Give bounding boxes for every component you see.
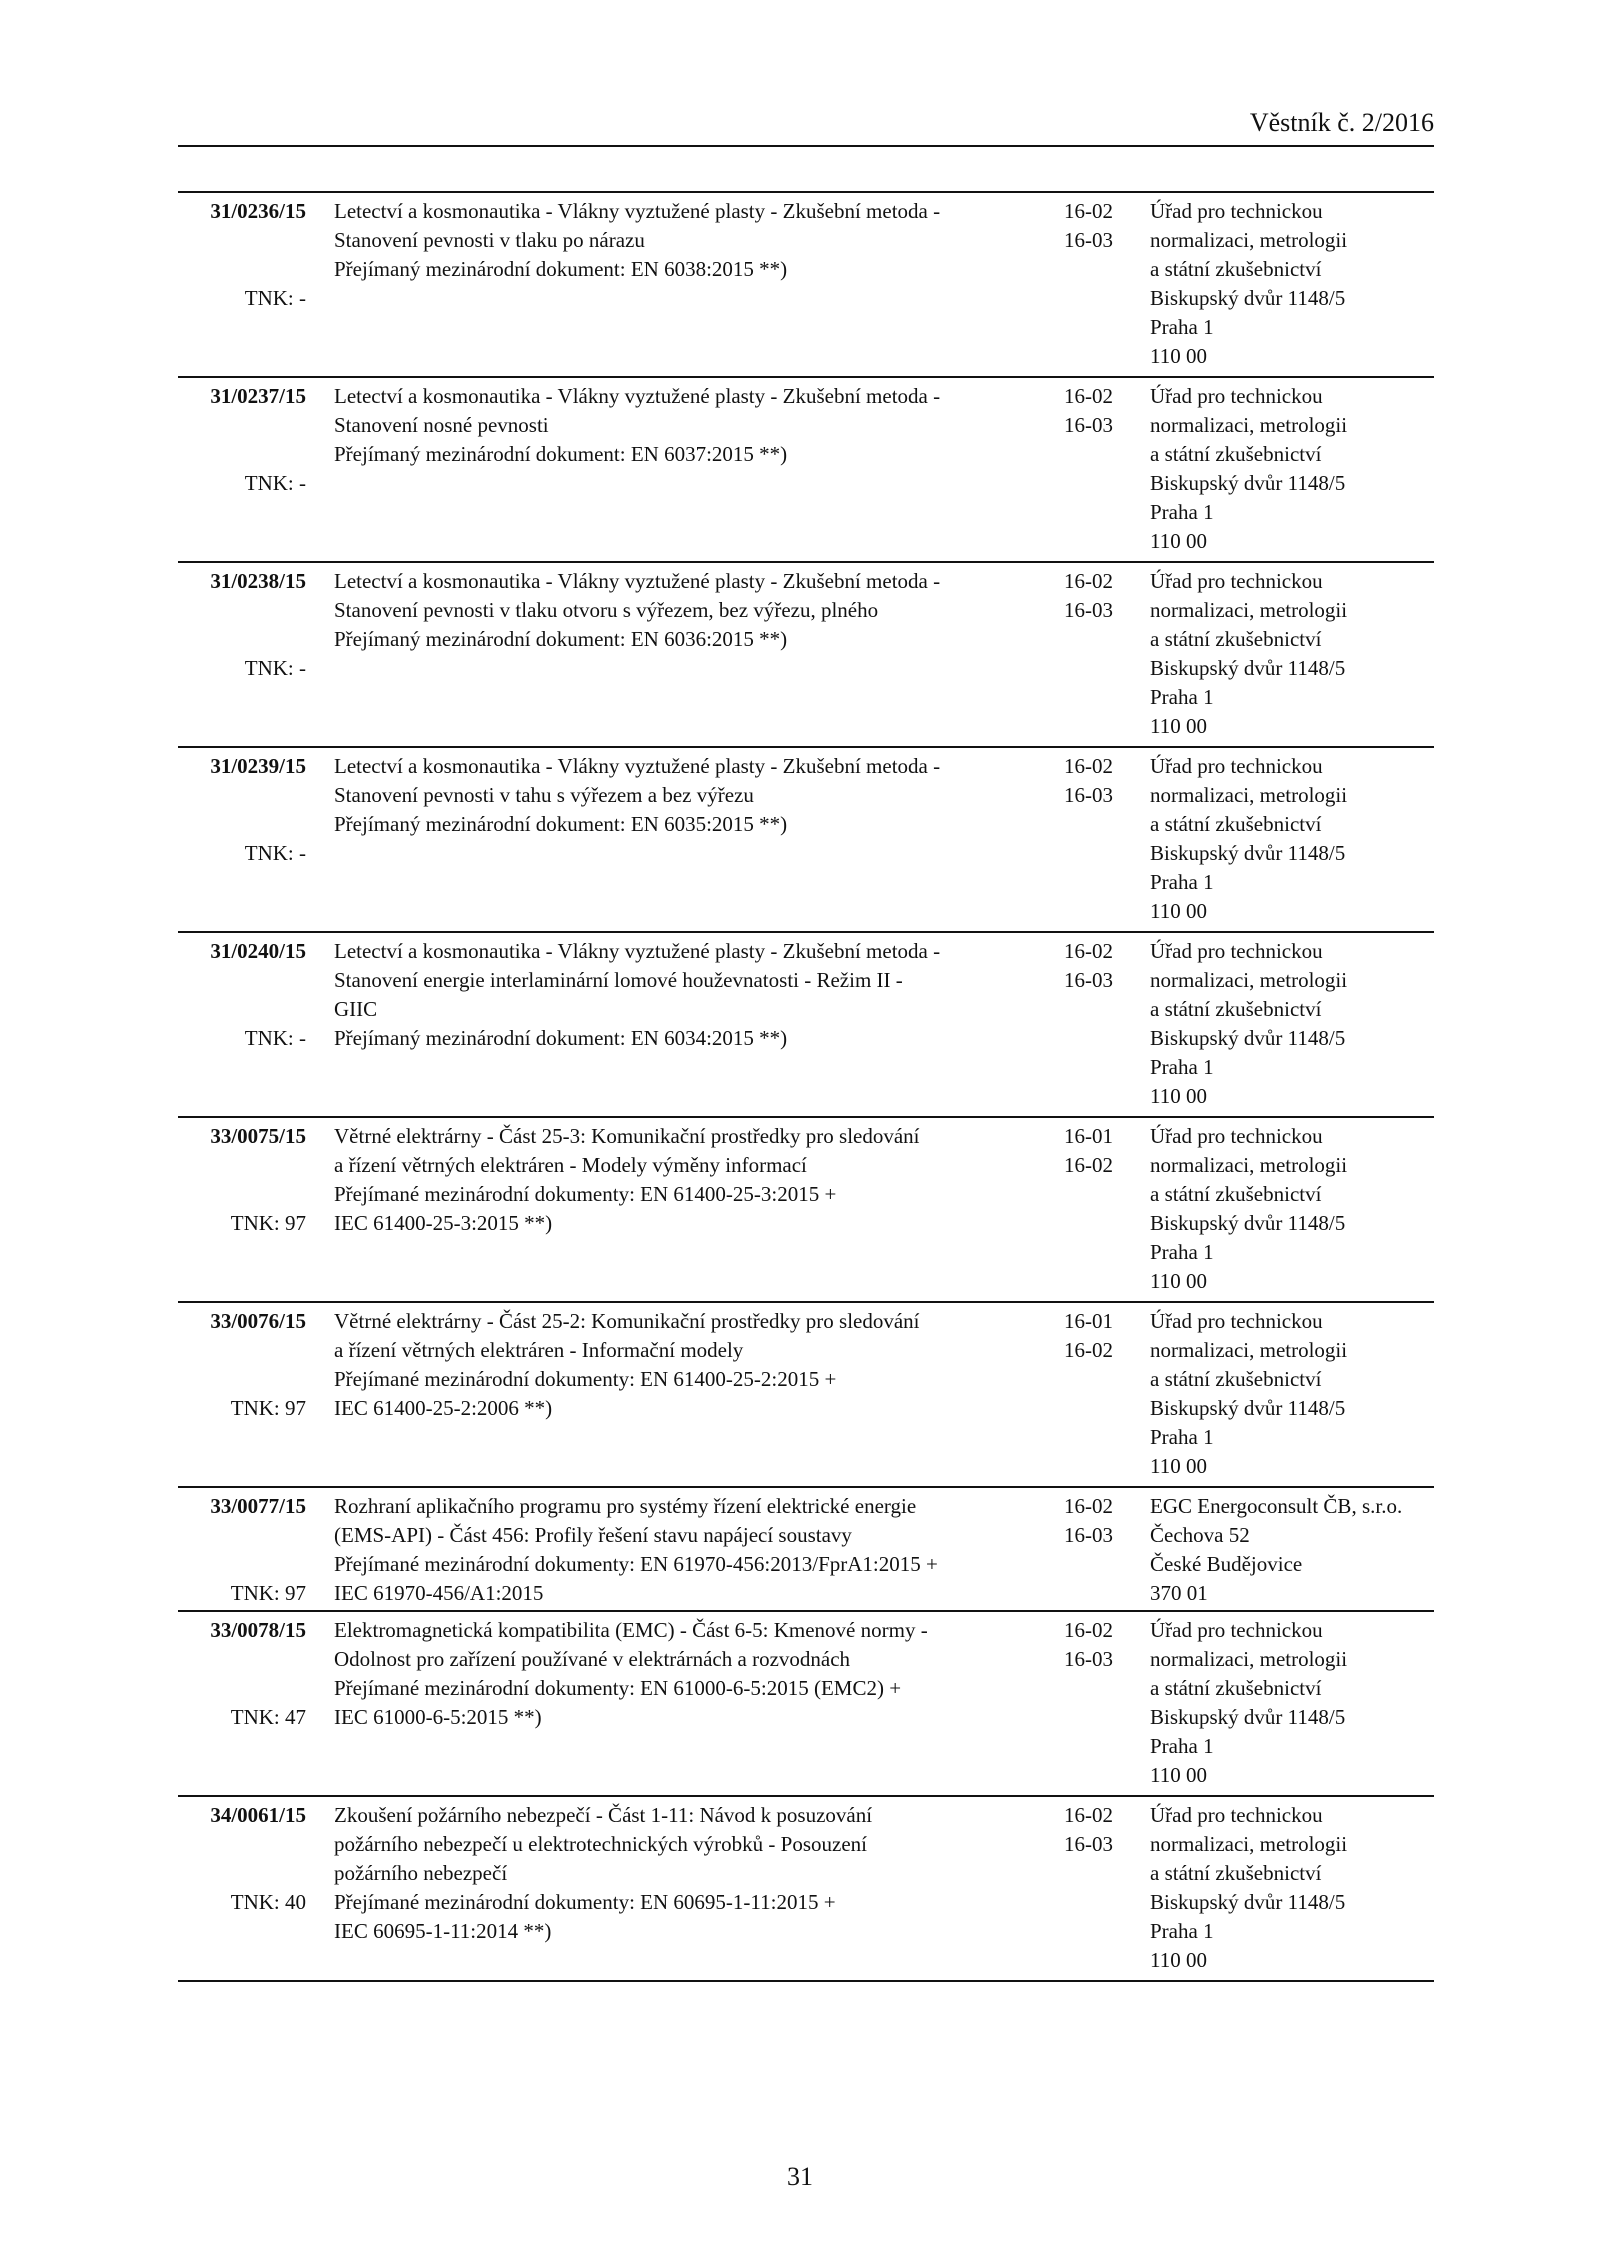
standard-title-cell xyxy=(334,567,1054,654)
processor-address-cell xyxy=(1150,752,1440,926)
address-line: Úřad pro technickou xyxy=(1150,1803,1323,1827)
date-value: 16-03 xyxy=(1064,1523,1113,1547)
title-line: GIIC xyxy=(334,997,378,1021)
standards-table xyxy=(178,191,1434,1982)
row-identifier-cell xyxy=(178,1303,306,1486)
title-line: IEC 61000-6-5:2015 **) xyxy=(334,1705,542,1729)
address-line: 110 00 xyxy=(1150,529,1207,553)
table-row xyxy=(178,1118,1434,1303)
address-line: 110 00 xyxy=(1150,344,1207,368)
address-line: Biskupský dvůr 1148/5 xyxy=(1150,841,1346,865)
table-row xyxy=(178,1612,1434,1797)
title-line: Přejímaný mezinárodní dokument: EN 6036:2015 **) xyxy=(334,627,788,651)
address-line: normalizaci, metrologii xyxy=(1150,598,1348,622)
table-row xyxy=(178,1797,1434,1982)
title-line: Stanovení pevnosti v tlaku otvoru s výřezem, bez výřezu, plného xyxy=(334,598,879,622)
date-value: 16-02 xyxy=(1064,939,1113,963)
address-line: Praha 1 xyxy=(1150,500,1214,524)
title-line: a řízení větrných elektráren - Modely výměny informací xyxy=(334,1153,807,1177)
address-line: Úřad pro technickou xyxy=(1150,199,1323,223)
address-line: normalizaci, metrologii xyxy=(1150,968,1348,992)
address-line: Biskupský dvůr 1148/5 xyxy=(1150,1211,1346,1235)
title-line: požárního nebezpečí u elektrotechnických výrobků - Posouzení xyxy=(334,1832,867,1856)
standard-title-cell xyxy=(334,1307,1054,1423)
title-line: IEC 61400-25-3:2015 **) xyxy=(334,1211,553,1235)
processor-address-cell xyxy=(1150,1801,1440,1975)
standard-number: 33/0075/15 xyxy=(210,1124,306,1148)
address-line: Biskupský dvůr 1148/5 xyxy=(1150,1396,1346,1420)
title-line: Letectví a kosmonautika - Vlákny vyztužené plasty - Zkušební metoda - xyxy=(334,939,941,963)
title-line: Přejímané mezinárodní dokumenty: EN 61400-25-2:2015 + xyxy=(334,1367,837,1391)
dates-cell xyxy=(1064,937,1134,995)
address-line: normalizaci, metrologii xyxy=(1150,783,1348,807)
standard-number: 33/0078/15 xyxy=(210,1618,306,1642)
row-identifier-cell xyxy=(178,1118,306,1301)
title-line: Letectví a kosmonautika - Vlákny vyztužené plasty - Zkušební metoda - xyxy=(334,569,941,593)
tnk-label: TNK: - xyxy=(244,286,306,310)
row-identifier-cell xyxy=(178,1612,306,1795)
title-line: Přejímaný mezinárodní dokument: EN 6037:2015 **) xyxy=(334,442,788,466)
dates-cell xyxy=(1064,197,1134,255)
address-line: normalizaci, metrologii xyxy=(1150,228,1348,252)
address-line: a státní zkušebnictví xyxy=(1150,1861,1322,1885)
date-value: 16-01 xyxy=(1064,1124,1113,1148)
table-row xyxy=(178,1488,1434,1612)
address-line: Praha 1 xyxy=(1150,1240,1214,1264)
date-value: 16-02 xyxy=(1064,199,1113,223)
address-line: Biskupský dvůr 1148/5 xyxy=(1150,286,1346,310)
date-value: 16-03 xyxy=(1064,783,1113,807)
tnk-label: TNK: 97 xyxy=(230,1396,306,1420)
address-line: Praha 1 xyxy=(1150,315,1214,339)
title-line: Přejímané mezinárodní dokumenty: EN 61400-25-3:2015 + xyxy=(334,1182,837,1206)
standard-number: 31/0239/15 xyxy=(210,754,306,778)
date-value: 16-03 xyxy=(1064,1647,1113,1671)
tnk-label: TNK: - xyxy=(244,656,306,680)
standard-number: 31/0236/15 xyxy=(210,199,306,223)
date-value: 16-03 xyxy=(1064,1832,1113,1856)
header-rule xyxy=(178,145,1434,147)
date-value: 16-03 xyxy=(1064,598,1113,622)
address-line: Úřad pro technickou xyxy=(1150,1309,1323,1333)
processor-address-cell xyxy=(1150,382,1440,556)
title-line: IEC 61970-456/A1:2015 xyxy=(334,1581,544,1605)
standard-title-cell xyxy=(334,752,1054,839)
title-line: IEC 61400-25-2:2006 **) xyxy=(334,1396,553,1420)
title-line: Letectví a kosmonautika - Vlákny vyztužené plasty - Zkušební metoda - xyxy=(334,384,941,408)
address-line: 110 00 xyxy=(1150,1948,1207,1972)
title-line: (EMS-API) - Část 456: Profily řešení stavu napájecí soustavy xyxy=(334,1523,852,1547)
table-row xyxy=(178,193,1434,378)
row-identifier-cell xyxy=(178,563,306,746)
dates-cell xyxy=(1064,1122,1134,1180)
standard-title-cell xyxy=(334,1801,1054,1946)
standard-number: 31/0238/15 xyxy=(210,569,306,593)
standard-number: 31/0240/15 xyxy=(210,939,306,963)
title-line: Přejímaný mezinárodní dokument: EN 6035:2015 **) xyxy=(334,812,788,836)
standard-title-cell xyxy=(334,1122,1054,1238)
standard-title-cell xyxy=(334,937,1054,1053)
row-identifier-cell xyxy=(178,748,306,931)
tnk-label: TNK: 40 xyxy=(230,1890,306,1914)
table-row xyxy=(178,933,1434,1118)
address-line: Čechova 52 xyxy=(1150,1523,1250,1547)
date-value: 16-01 xyxy=(1064,1309,1113,1333)
row-identifier-cell xyxy=(178,193,306,376)
table-row xyxy=(178,378,1434,563)
address-line: 110 00 xyxy=(1150,1763,1207,1787)
address-line: a státní zkušebnictví xyxy=(1150,1182,1322,1206)
bulletin-header: Věstník č. 2/2016 xyxy=(1249,108,1434,137)
address-line: 110 00 xyxy=(1150,1269,1207,1293)
dates-cell xyxy=(1064,1801,1134,1859)
tnk-label: TNK: - xyxy=(244,471,306,495)
address-line: Biskupský dvůr 1148/5 xyxy=(1150,1705,1346,1729)
standard-title-cell xyxy=(334,1616,1054,1732)
tnk-label: TNK: 47 xyxy=(230,1705,306,1729)
page-number: 31 xyxy=(787,2162,813,2191)
processor-address-cell xyxy=(1150,937,1440,1111)
date-value: 16-02 xyxy=(1064,1494,1113,1518)
standard-title-cell xyxy=(334,197,1054,284)
title-line: Přejímané mezinárodní dokumenty: EN 60695-1-11:2015 + xyxy=(334,1890,836,1914)
date-value: 16-02 xyxy=(1064,1338,1113,1362)
address-line: a státní zkušebnictví xyxy=(1150,257,1322,281)
standard-title-cell xyxy=(334,1492,1054,1608)
standard-title-cell xyxy=(334,382,1054,469)
date-value: 16-02 xyxy=(1064,1803,1113,1827)
address-line: 110 00 xyxy=(1150,1084,1207,1108)
address-line: Praha 1 xyxy=(1150,1919,1214,1943)
date-value: 16-02 xyxy=(1064,569,1113,593)
title-line: Elektromagnetická kompatibilita (EMC) - Část 6-5: Kmenové normy - xyxy=(334,1618,928,1642)
standard-number: 33/0077/15 xyxy=(210,1494,306,1518)
address-line: a státní zkušebnictví xyxy=(1150,997,1322,1021)
title-line: a řízení větrných elektráren - Informační modely xyxy=(334,1338,744,1362)
address-line: 110 00 xyxy=(1150,1454,1207,1478)
address-line: Úřad pro technickou xyxy=(1150,939,1323,963)
address-line: Biskupský dvůr 1148/5 xyxy=(1150,1026,1346,1050)
standard-number: 34/0061/15 xyxy=(210,1803,306,1827)
date-value: 16-02 xyxy=(1064,1153,1113,1177)
address-line: a státní zkušebnictví xyxy=(1150,442,1322,466)
address-line: Úřad pro technickou xyxy=(1150,569,1323,593)
date-value: 16-02 xyxy=(1064,384,1113,408)
address-line: normalizaci, metrologii xyxy=(1150,413,1348,437)
processor-address-cell xyxy=(1150,1492,1440,1608)
title-line: Stanovení nosné pevnosti xyxy=(334,413,549,437)
title-line: Zkoušení požárního nebezpečí - Část 1-11: Návod k posuzování xyxy=(334,1803,873,1827)
title-line: Letectví a kosmonautika - Vlákny vyztužené plasty - Zkušební metoda - xyxy=(334,199,941,223)
title-line: Rozhraní aplikačního programu pro systémy řízení elektrické energie xyxy=(334,1494,917,1518)
dates-cell xyxy=(1064,382,1134,440)
tnk-label: TNK: 97 xyxy=(230,1581,306,1605)
address-line: Praha 1 xyxy=(1150,870,1214,894)
address-line: normalizaci, metrologii xyxy=(1150,1153,1348,1177)
address-line: Praha 1 xyxy=(1150,685,1214,709)
tnk-label: TNK: - xyxy=(244,841,306,865)
table-row xyxy=(178,563,1434,748)
dates-cell xyxy=(1064,752,1134,810)
address-line: EGC Energoconsult ČB, s.r.o. xyxy=(1150,1494,1403,1518)
row-identifier-cell xyxy=(178,1488,306,1610)
address-line: Úřad pro technickou xyxy=(1150,1124,1323,1148)
row-identifier-cell xyxy=(178,378,306,561)
address-line: 110 00 xyxy=(1150,899,1207,923)
address-line: a státní zkušebnictví xyxy=(1150,1676,1322,1700)
address-line: České Budějovice xyxy=(1150,1552,1303,1576)
standard-number: 31/0237/15 xyxy=(210,384,306,408)
address-line: Praha 1 xyxy=(1150,1734,1214,1758)
date-value: 16-03 xyxy=(1064,968,1113,992)
processor-address-cell xyxy=(1150,1122,1440,1296)
address-line: Biskupský dvůr 1148/5 xyxy=(1150,471,1346,495)
title-line: Přejímané mezinárodní dokumenty: EN 61000-6-5:2015 (EMC2) + xyxy=(334,1676,902,1700)
date-value: 16-03 xyxy=(1064,413,1113,437)
address-line: 370 01 xyxy=(1150,1581,1208,1605)
title-line: Přejímaný mezinárodní dokument: EN 6038:2015 **) xyxy=(334,257,788,281)
address-line: Úřad pro technickou xyxy=(1150,1618,1323,1642)
title-line: Přejímané mezinárodní dokumenty: EN 61970-456:2013/FprA1:2015 + xyxy=(334,1552,938,1576)
dates-cell xyxy=(1064,567,1134,625)
row-identifier-cell xyxy=(178,1797,306,1980)
processor-address-cell xyxy=(1150,567,1440,741)
title-line: Stanovení energie interlaminární lomové houževnatosti - Režim II - xyxy=(334,968,903,992)
title-line: IEC 60695-1-11:2014 **) xyxy=(334,1919,552,1943)
address-line: Úřad pro technickou xyxy=(1150,754,1323,778)
title-line: Větrné elektrárny - Část 25-3: Komunikační prostředky pro sledování xyxy=(334,1124,920,1148)
title-line: Stanovení pevnosti v tahu s výřezem a bez výřezu xyxy=(334,783,754,807)
processor-address-cell xyxy=(1150,197,1440,371)
tnk-label: TNK: - xyxy=(244,1026,306,1050)
address-line: normalizaci, metrologii xyxy=(1150,1832,1348,1856)
address-line: a státní zkušebnictví xyxy=(1150,1367,1322,1391)
table-row xyxy=(178,1303,1434,1488)
title-line: Přejímaný mezinárodní dokument: EN 6034:2015 **) xyxy=(334,1026,788,1050)
title-line: Odolnost pro zařízení používané v elektrárnách a rozvodnách xyxy=(334,1647,851,1671)
title-line: Stanovení pevnosti v tlaku po nárazu xyxy=(334,228,645,252)
address-line: a státní zkušebnictví xyxy=(1150,627,1322,651)
title-line: Letectví a kosmonautika - Vlákny vyztužené plasty - Zkušební metoda - xyxy=(334,754,941,778)
address-line: normalizaci, metrologii xyxy=(1150,1338,1348,1362)
address-line: Biskupský dvůr 1148/5 xyxy=(1150,656,1346,680)
processor-address-cell xyxy=(1150,1307,1440,1481)
address-line: a státní zkušebnictví xyxy=(1150,812,1322,836)
date-value: 16-02 xyxy=(1064,1618,1113,1642)
standard-number: 33/0076/15 xyxy=(210,1309,306,1333)
address-line: normalizaci, metrologii xyxy=(1150,1647,1348,1671)
date-value: 16-03 xyxy=(1064,228,1113,252)
title-line: Větrné elektrárny - Část 25-2: Komunikační prostředky pro sledování xyxy=(334,1309,920,1333)
address-line: Praha 1 xyxy=(1150,1425,1214,1449)
dates-cell xyxy=(1064,1307,1134,1365)
processor-address-cell xyxy=(1150,1616,1440,1790)
dates-cell xyxy=(1064,1492,1134,1550)
address-line: Úřad pro technickou xyxy=(1150,384,1323,408)
table-row xyxy=(178,748,1434,933)
title-line: požárního nebezpečí xyxy=(334,1861,508,1885)
tnk-label: TNK: 97 xyxy=(230,1211,306,1235)
row-identifier-cell xyxy=(178,933,306,1116)
address-line: Praha 1 xyxy=(1150,1055,1214,1079)
address-line: 110 00 xyxy=(1150,714,1207,738)
address-line: Biskupský dvůr 1148/5 xyxy=(1150,1890,1346,1914)
date-value: 16-02 xyxy=(1064,754,1113,778)
dates-cell xyxy=(1064,1616,1134,1674)
